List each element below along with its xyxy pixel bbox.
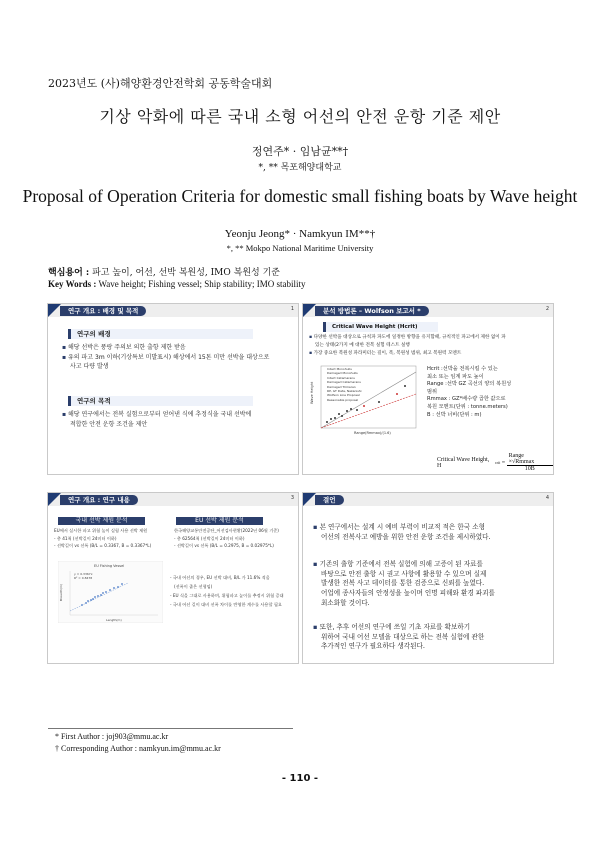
slide-header-title: 연구 개요 : 연구 내용 (60, 495, 138, 505)
data-point (113, 587, 115, 589)
title-korean: 기상 악화에 따른 국내 소형 어선의 안전 운항 기준 제안 (99, 107, 501, 126)
chart-y-label: Breadth(m) (59, 583, 63, 601)
bullet-continuation: 추가적인 연구가 필요하다 생각된다. (321, 642, 425, 651)
description-line: B : 선박 너비(단위 : m) (427, 411, 482, 418)
chart-x-label: Length(m) (106, 618, 122, 622)
legend-entry: RP, GT Data, Nakanishi (327, 389, 362, 394)
conclusion-bullet-2 (313, 560, 549, 609)
bullet-dot-icon: ▪ (313, 560, 318, 568)
bullet-continuation: 적합한 안전 운항 조건을 제안 (70, 420, 148, 428)
bullet-item (309, 350, 551, 358)
page-number: - 110 - (281, 773, 319, 784)
formula-equals: = (500, 459, 507, 466)
legend-entry: Wolfson Line Proposal (327, 393, 360, 398)
bullet-text: 본 연구에서는 설계 시 예비 부력이 비교적 적은 한국 소형 (319, 523, 485, 531)
note-line: (선폭이 좁은 선형임) (174, 584, 213, 589)
slide-page-number: 1 (290, 306, 294, 312)
formula-lhs: Critical Wave Height, H (437, 456, 490, 469)
data-point (330, 418, 332, 420)
eu-analysis-tag: EU 선박 제원 분석 (176, 517, 263, 525)
bullet-item (309, 334, 551, 342)
slide-conclusion (302, 492, 554, 664)
bullet-dot-icon: ▪ (313, 623, 318, 631)
footnote-divider (48, 728, 293, 729)
data-point (363, 405, 365, 407)
slide-research-content (47, 492, 299, 664)
slide-header (303, 493, 553, 506)
bullet-dot-icon: ▪ (309, 351, 313, 356)
bullet-item (313, 560, 549, 570)
chart-title: EU Fishing Vessel (94, 564, 125, 568)
slide-header-title: 분석 방법론 – Wolfson 보고서 * (315, 306, 429, 316)
description-line: 최소 또는 임계 파도 높이 (427, 373, 484, 380)
parameter-descriptions (427, 366, 551, 419)
description-line: Hcrit :선박을 전복시킬 수 있는 (427, 366, 498, 372)
slide-header-title: 연구 개요 : 배경 및 목적 (60, 306, 146, 316)
description-line: Range :선박 GZ 곡선의 양의 복원성 (427, 381, 512, 388)
section-background-title: 연구의 배경 (68, 329, 253, 339)
data-point (92, 598, 94, 600)
conclusion-bullet-3 (313, 623, 549, 652)
chart-frame (58, 561, 163, 623)
bullet-dot-icon: ▪ (309, 335, 313, 340)
slide-header (303, 304, 553, 317)
eu-fishing-vessel-chart (58, 561, 163, 623)
purpose-bullets (62, 410, 294, 429)
bullet-text: 해당 연구에서는 전복 실험으로부터 얻어낸 식에 추정식을 국내 선박에 (68, 411, 252, 418)
bullet-text: 또한, 추후 어선의 연구에 쓰일 기초 자료를 확보하기 (319, 623, 471, 631)
description-line: 복원 모멘트(단위 : tonne.meters) (427, 403, 508, 410)
analysis-line: EU에서 실시한 파고 위험 높이 실험 사용 선박 제원 (54, 528, 148, 533)
data-point (105, 591, 107, 593)
data-point (94, 596, 96, 598)
formula-denominator: 10B (524, 466, 535, 472)
affiliation-english: *, ** Mokpo National Maritime University (226, 243, 374, 253)
formula-subscript: crit (494, 460, 501, 465)
bullet-dot-icon: ▪ (62, 353, 67, 361)
conference-name: 2023년도 (사)해양환경안전학회 공동학술대회 (48, 77, 273, 90)
method-bullets (309, 334, 551, 358)
bullet-dot-icon: ▪ (62, 411, 67, 418)
slide-header (48, 304, 298, 317)
bullet-dot-icon: ▪ (313, 523, 318, 531)
bullet-item (62, 343, 294, 353)
slide-page-number: 4 (545, 495, 549, 501)
slide-header (48, 493, 298, 506)
analysis-line: - 선박길이 vs 선폭 (B/L = 0.3367, B = 0.3367*L) (54, 543, 152, 548)
data-point (346, 410, 348, 412)
legend-entry: Intact Monohulls (327, 367, 352, 371)
analysis-line: - 총 62564척 (선박길이 24미터 이하) (174, 535, 245, 541)
section-critical-wave-title: Critical Wave Height (Hcrit) (323, 322, 438, 332)
description-line: 범위 (427, 388, 438, 395)
keywords-english (48, 279, 305, 289)
data-point (350, 408, 352, 410)
data-point (85, 602, 87, 604)
chart-x-label: Range(Rmmax)/(1.6) (354, 431, 391, 435)
chart-r-squared: R² = 0.8478 (74, 576, 93, 580)
legend-entry: Damaged Monohulls (327, 371, 358, 376)
legend-entry: Reasonable proposal (327, 397, 359, 402)
bullet-text: 유의 파고 3m 이하(기상특보 미발표시) 해상에서 15톤 미만 선박을 대상으로 (68, 353, 270, 361)
bullet-text: 기존의 출항 기준에서 전복 실험에 의해 고증이 된 자료를 (319, 560, 483, 568)
data-point (90, 599, 92, 601)
data-point (109, 589, 111, 591)
data-point (121, 583, 123, 585)
bullet-text: 다양한 선박을 대상으로 규칙파 파도에 일정한 방향을 유지함때, 규칙적인 파고에서 제한 없이 파 (313, 335, 506, 340)
data-point (100, 594, 102, 596)
title-english: Proposal of Operation Criteria for domestic small fishing boats by Wave height (22, 186, 578, 206)
keywords-english-label: Key Words : (48, 279, 97, 289)
eu-analysis-lines (174, 527, 296, 550)
slide-background-purpose (47, 303, 299, 475)
bullet-text: 가장 중요한 복원성 파라미터는 길이, 폭, 복원성 범위, 최고 복원력 모멘트 (313, 351, 462, 356)
bullet-continuation: 어업에 종사자들의 안정성을 높이며 인명 피해와 환경 파괴를 (321, 589, 495, 598)
data-point (87, 600, 89, 602)
data-point (97, 595, 99, 597)
bullet-item (62, 410, 294, 420)
data-point (404, 385, 406, 387)
bullet-continuation: 최소화할 것이다. (321, 598, 370, 607)
slide-header-title: 결언 (315, 495, 344, 505)
analysis-line: - 선박길이 vs 선폭 (B/L = 0.2975, B = 0.02975*L) (174, 543, 274, 548)
affiliation-korean: *, ** 목포해양대학교 (258, 163, 342, 173)
authors-english: Yeonju Jeong* · Namkyun IM**† (224, 228, 376, 240)
bullet-continuation: 있는 상태(2가지 예 대한 전복 실험 테스트 실행 (315, 343, 410, 348)
background-bullets (62, 343, 294, 372)
data-point (341, 415, 343, 417)
slide-methodology (302, 303, 554, 475)
keywords-korean (48, 265, 280, 278)
keywords-korean-label: 핵심용어 : (48, 268, 90, 278)
keywords-english-text: Wave height; Fishing vessel; Ship stability; IMO stability (98, 279, 306, 289)
data-point (81, 604, 83, 606)
data-point (334, 417, 336, 419)
authors-korean: 정연주* · 임남균**† (251, 145, 349, 158)
legend-entry: Damaged Catamarans (327, 380, 361, 385)
keywords-korean-text: 파고 높이, 어선, 선박 복원성, IMO 복원성 기준 (92, 268, 280, 278)
formula-numerator: Range ×√Rmmax (507, 453, 553, 466)
bullet-continuation: 바탕으로 안전 출항 시 권고 사항에 활용할 수 있으며 실제 (321, 569, 487, 578)
chart-legend (327, 367, 362, 402)
note-line: - 국내 어선의 경우, EU 선박 대비, B/L 가 11.6% 적음 (170, 575, 270, 580)
bullet-continuation: 위하여 국내 어선 모델을 대상으로 하는 전복 실험에 관한 (321, 632, 485, 641)
formula-fraction (507, 453, 553, 472)
legend-entry: Intact Catamarans (327, 375, 355, 380)
data-point (356, 409, 358, 411)
critical-wave-formula (437, 453, 553, 472)
data-point (117, 586, 119, 588)
analysis-line: 한국해양교통안전공단_어선검사현황(2022년 06월 기준) (174, 528, 279, 533)
data-point (338, 413, 340, 415)
footnote-first-author: * First Author : joj903@mmu.ac.kr (55, 732, 169, 741)
data-point (102, 592, 104, 594)
analysis-notes (170, 573, 296, 609)
slide-page-number: 2 (545, 306, 549, 312)
analysis-line: - 총 41척 (선박길이 24미터 이하) (54, 535, 117, 541)
bullet-item (62, 353, 294, 363)
bullet-continuation: 어선의 전복사고 예방을 위한 안전 운항 조건을 제시하였다. (321, 532, 491, 541)
data-point (396, 393, 398, 395)
data-point (326, 421, 328, 423)
legend-entry: Damaged Trimaran (327, 384, 356, 389)
slide-page-number: 3 (290, 495, 294, 501)
bullet-continuation: 발생한 전복 사고 데이터를 통한 검증으로 신뢰를 높였다. (321, 579, 485, 588)
bullet-item (313, 523, 549, 533)
wolfson-scatter-chart (309, 364, 419, 436)
data-point (378, 401, 380, 403)
description-line: Rmmax : GZ*배수량 곱한 값으로 (427, 396, 506, 403)
note-line: - EU 식을 그대로 사용하며, 위험파고 높이를 추정시 위험 증대 (170, 593, 284, 598)
bullet-text: 해당 선박은 풍랑 주의보 의한 출항 제한 받음 (68, 344, 186, 351)
conclusion-bullet-1 (313, 523, 549, 542)
note-line: - 국내 어선 길이 대비 선폭 차이를 반영한 계수를 사용할 필요 (170, 602, 282, 607)
chart-y-label: Wave Height (310, 381, 314, 404)
domestic-analysis-lines (54, 527, 172, 550)
chart-equation: y = 0.3367x (74, 572, 93, 576)
bullet-item (313, 623, 549, 633)
bullet-continuation: 사고 다량 발생 (70, 363, 109, 370)
section-purpose-title: 연구의 목적 (68, 396, 253, 406)
footnote-corresponding-author: † Corresponding Author : namkyun.im@mmu.ac.kr (55, 744, 221, 753)
bullet-dot-icon: ▪ (62, 344, 67, 351)
domestic-analysis-tag: 국내 선박 제원 분석 (58, 517, 145, 525)
